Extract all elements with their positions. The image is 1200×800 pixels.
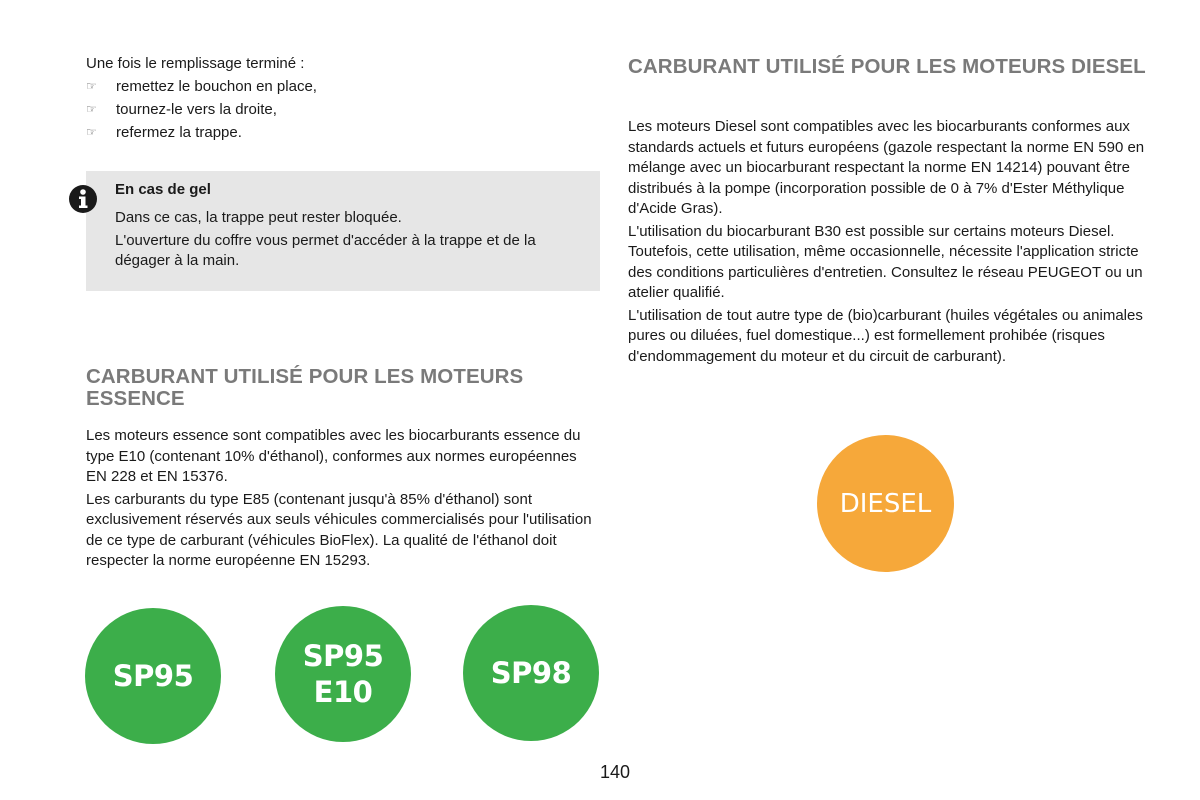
badge-line: SP98 [490,656,572,690]
frost-note-paragraph: L'ouverture du coffre vous permet d'accéder à la trappe et de la dégager à la main. [115,231,536,269]
list-item [86,75,586,98]
essence-section-heading: CARBURANT UTILISÉ POUR LES MOTEURS ESSENCE [86,365,524,410]
badge-line: SP95 [112,659,194,693]
essence-section-body [86,426,601,574]
diesel-paragraph: L'utilisation de tout autre type de (bio)carburant (huiles végétales ou animales pures ou diluées, fuel domestique...) est formellement prohibée (risques d'endommagement du moteur et du circuit de carburant). [628,306,1143,365]
step-text: refermez la trappe. [116,124,242,141]
pointing-hand-icon: ☞ [86,102,97,116]
frost-note-paragraph: Dans ce cas, la trappe peut rester bloquée. [115,209,402,226]
diesel-fuel-badge [817,435,954,572]
list-item [86,98,586,121]
diesel-section-body [628,117,1148,369]
badge-label: DIESEL [839,488,932,519]
diesel-paragraph: L'utilisation du biocarburant B30 est possible sur certains moteurs Diesel. Toutefois, cette utilisation, même occasionnelle, nécessite l'application stricte des conditions particulières d'entretien. Consultez le réseau PEUGEOT ou un atelier qualifié. [628,222,1143,301]
info-icon [68,184,98,214]
page-number: 140 [599,762,631,782]
intro-lead: Une fois le remplissage terminé : [86,55,305,72]
step-text: tournez-le vers la droite, [116,101,277,118]
refuel-instructions [86,53,586,144]
badge-label [491,655,572,691]
badge-line: E10 [313,675,373,709]
diesel-paragraph: Les moteurs Diesel sont compatibles avec les biocarburants conformes aux standards actuels et futurs européens (gazole respectant la norme EN 590 en mélange avec un biocarburant respectant la norme EN 14214) pouvant être distribués à la pompe (incorporation possible de 0 à 7% d'Ester Méthylique d'Acide Gras). [628,118,1145,217]
pointing-hand-icon: ☞ [86,79,97,93]
pointing-hand-icon: ☞ [86,125,97,139]
badge-label [303,638,384,710]
badge-label [113,658,194,694]
frost-note-title: En cas de gel [115,181,211,198]
badge-line: SP95 [302,639,384,673]
essence-paragraph: Les carburants du type E85 (contenant jusqu'à 85% d'éthanol) sont exclusivement réservés aux seuls véhicules commercialisés pour l'utilisation de ce type de carburant (véhicules BioFlex). La qualité de l'éthanol doit respecter la norme européenne EN 15293. [86,490,592,569]
refuel-steps-list [86,75,586,144]
sp98-fuel-badge [463,605,599,741]
list-item [86,121,586,144]
sp95-fuel-badge [85,608,221,744]
essence-paragraph: Les moteurs essence sont compatibles avec les biocarburants essence du type E10 (contenant 10% d'éthanol), conformes aux normes européennes EN 228 et EN 15376. [86,427,581,485]
frost-note-text [115,208,585,274]
sp95-e10-fuel-badge [275,606,411,742]
diesel-section-heading: CARBURANT UTILISÉ POUR LES MOTEURS DIESEL [628,55,1146,78]
step-text: remettez le bouchon en place, [116,78,317,95]
